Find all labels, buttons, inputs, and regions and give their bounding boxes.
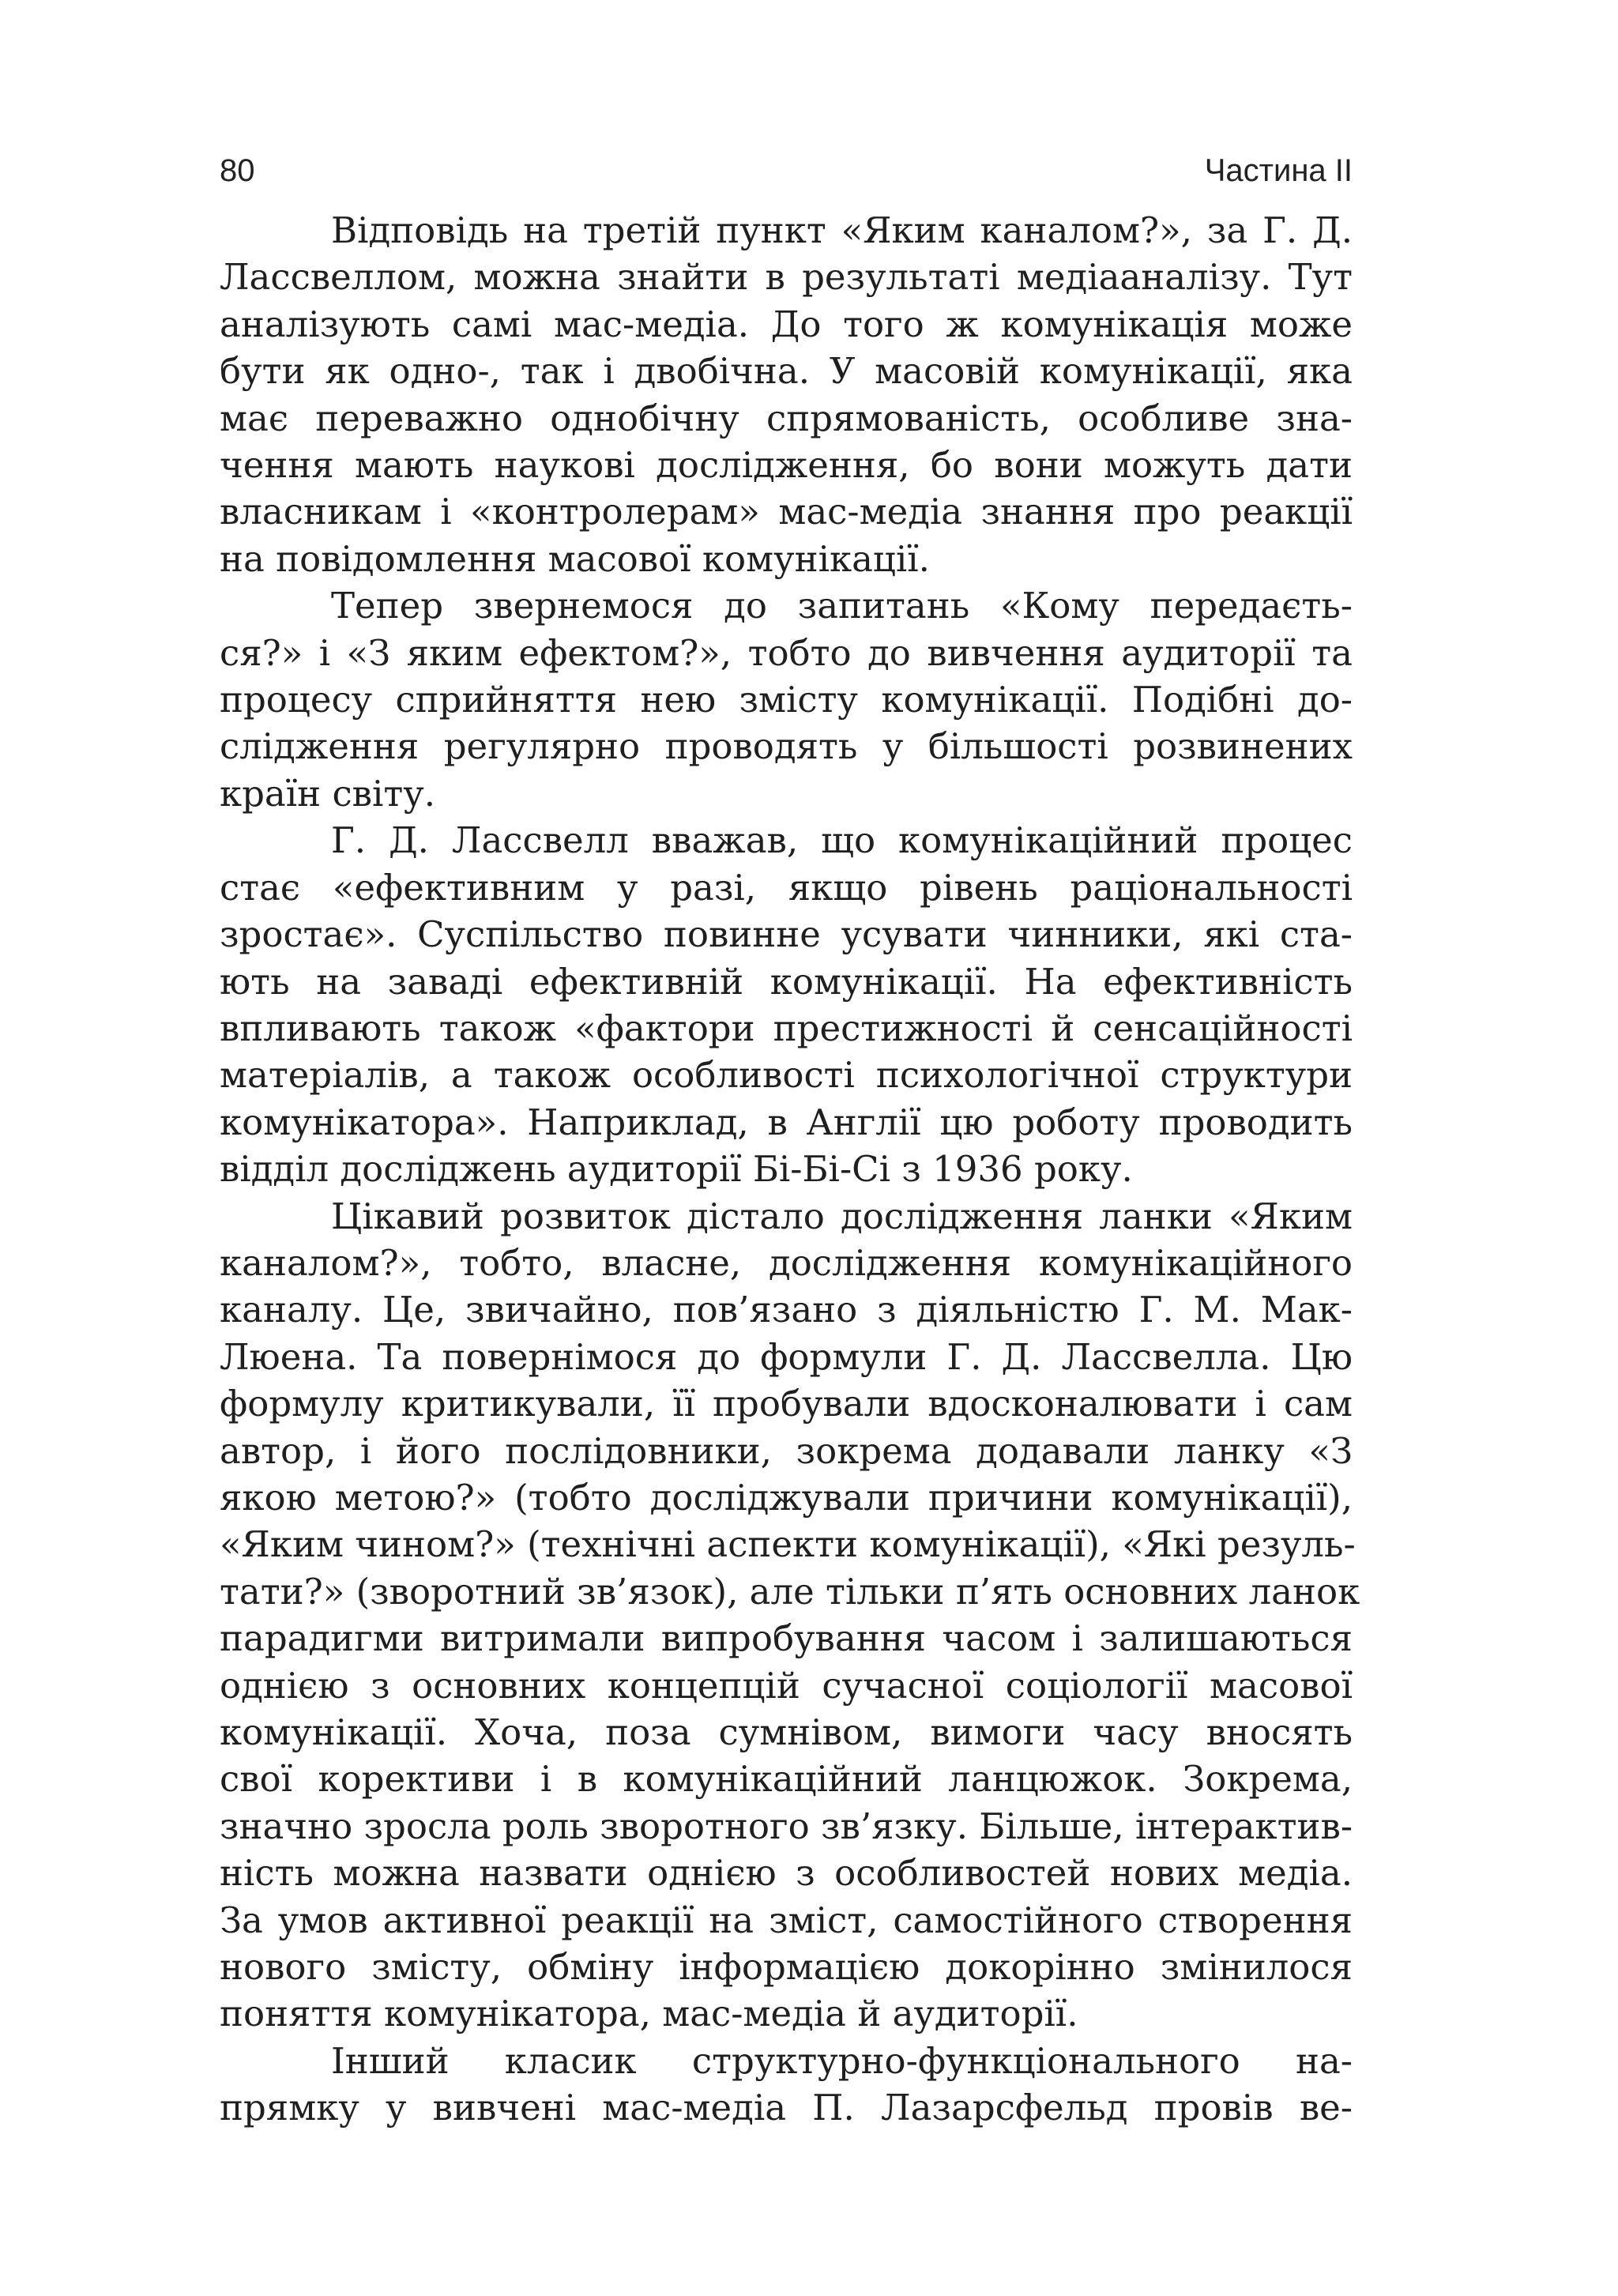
text-line: ся?» і «З яким ефектом?», тобто до вивчення аудиторії та [220,631,1353,674]
text-line: однією з основних концепцій сучасної соціології масової [220,1664,1353,1707]
text-line: ють на заваді ефективній комунікації. На ефективність [220,960,1353,1003]
text-line: має переважно однобічну спрямованість, особливе зна- [220,397,1353,439]
text-line: нового змісту, обміну інформацією докорінно змінилося [220,1946,1353,1989]
text-line: свої корективи і в комунікаційний ланцюжок. Зокрема, [220,1758,1353,1801]
text-line: Інший класик структурно-функціонального на- [331,2039,1353,2082]
text-line: бути як одно-, так і двобічна. У масовій комунікації, яка [220,350,1353,393]
text-line: каналом?», тобто, власне, дослідження комунікаційного [220,1241,1353,1284]
text-line: відділ досліджень аудиторії Бі-Бі-Сі з 1936 року. [220,1148,1133,1191]
text-line: комунікатора». Наприклад, в Англії цю роботу проводить [220,1101,1353,1143]
paragraph [220,817,1353,1192]
text-line: За умов активної реакції на зміст, самостійного створення [220,1899,1353,1941]
text-line: матеріалів, а також особливості психологічної структури [220,1054,1353,1097]
text-line: процесу сприйняття нею змісту комунікації. Подібні до- [220,679,1353,721]
paragraph [220,1193,1360,2038]
text-line: слідження регулярно проводять у більшості розвинених [220,725,1353,768]
text-line: якою метою?» (тобто досліджували причини комунікації), [220,1476,1353,1519]
text-line: тати?» (зворотний зв’язок), але тільки п’ять основних ланок [220,1570,1360,1613]
text-line: на повідомлення масової комунікації. [220,537,930,580]
text-line: автор, і його послідовники, зокрема додавали ланку «З [220,1429,1353,1472]
text-line: комунікації. Хоча, поза сумнівом, вимоги часу вносять [220,1711,1353,1753]
text-line: впливають також «фактори престижності й сенсаційності [220,1007,1353,1049]
text-line: Люена. Та повернімося до формули Г. Д. Лассвелла. Цю [220,1335,1353,1378]
text-line: Г. Д. Лассвелл вважав, що комунікаційний процес [331,819,1353,862]
paragraph [220,582,1353,817]
text-line: значно зросла роль зворотного зв’язку. Більше, інтерактив- [220,1805,1353,1847]
page-number: 80 [220,153,255,188]
body-text [220,207,1360,2132]
text-line: чення мають наукові дослідження, бо вони можуть дати [220,444,1353,487]
text-line: країн світу. [220,772,436,815]
section-title: Частина II [1204,153,1353,188]
running-head [220,147,1353,194]
paragraph [220,2038,1353,2132]
text-line: стає «ефективним у разі, якщо рівень раціональності [220,866,1353,909]
text-line: Відповідь на третій пункт «Яким каналом?», за Г. Д. [331,209,1353,251]
text-line: прямку у вивчені мас-медіа П. Лазарсфельд провів ве- [220,2087,1353,2129]
text-line: власникам і «контролерам» мас-медіа знання про реакції [220,491,1353,533]
text-line: зростає». Суспільство повинне усувати чинники, які ста- [220,913,1353,956]
text-line: каналу. Це, звичайно, пов’язано з діяльністю Г. М. Мак- [220,1289,1353,1331]
paragraph [220,207,1353,582]
text-line: формулу критикували, її пробували вдосконалювати і сам [220,1383,1353,1425]
text-line: поняття комунікатора, мас-медіа й аудиторії. [220,1993,1078,2035]
text-line: Цікавий розвиток дістало дослідження ланки «Яким [331,1195,1353,1237]
text-line: Лассвеллом, можна знайти в результаті медіааналізу. Тут [220,256,1353,299]
text-line: Тепер звернемося до запитань «Кому передаєть- [331,585,1353,627]
text-line: аналізують самі мас-медіа. До того ж комунікація може [220,303,1353,345]
text-line: «Яким чином?» (технічні аспекти комунікації), «Які резуль- [220,1523,1356,1566]
text-line: парадигми витримали випробування часом і залишаються [220,1617,1353,1660]
text-line: ність можна назвати однією з особливостей нових медіа. [220,1852,1353,1895]
